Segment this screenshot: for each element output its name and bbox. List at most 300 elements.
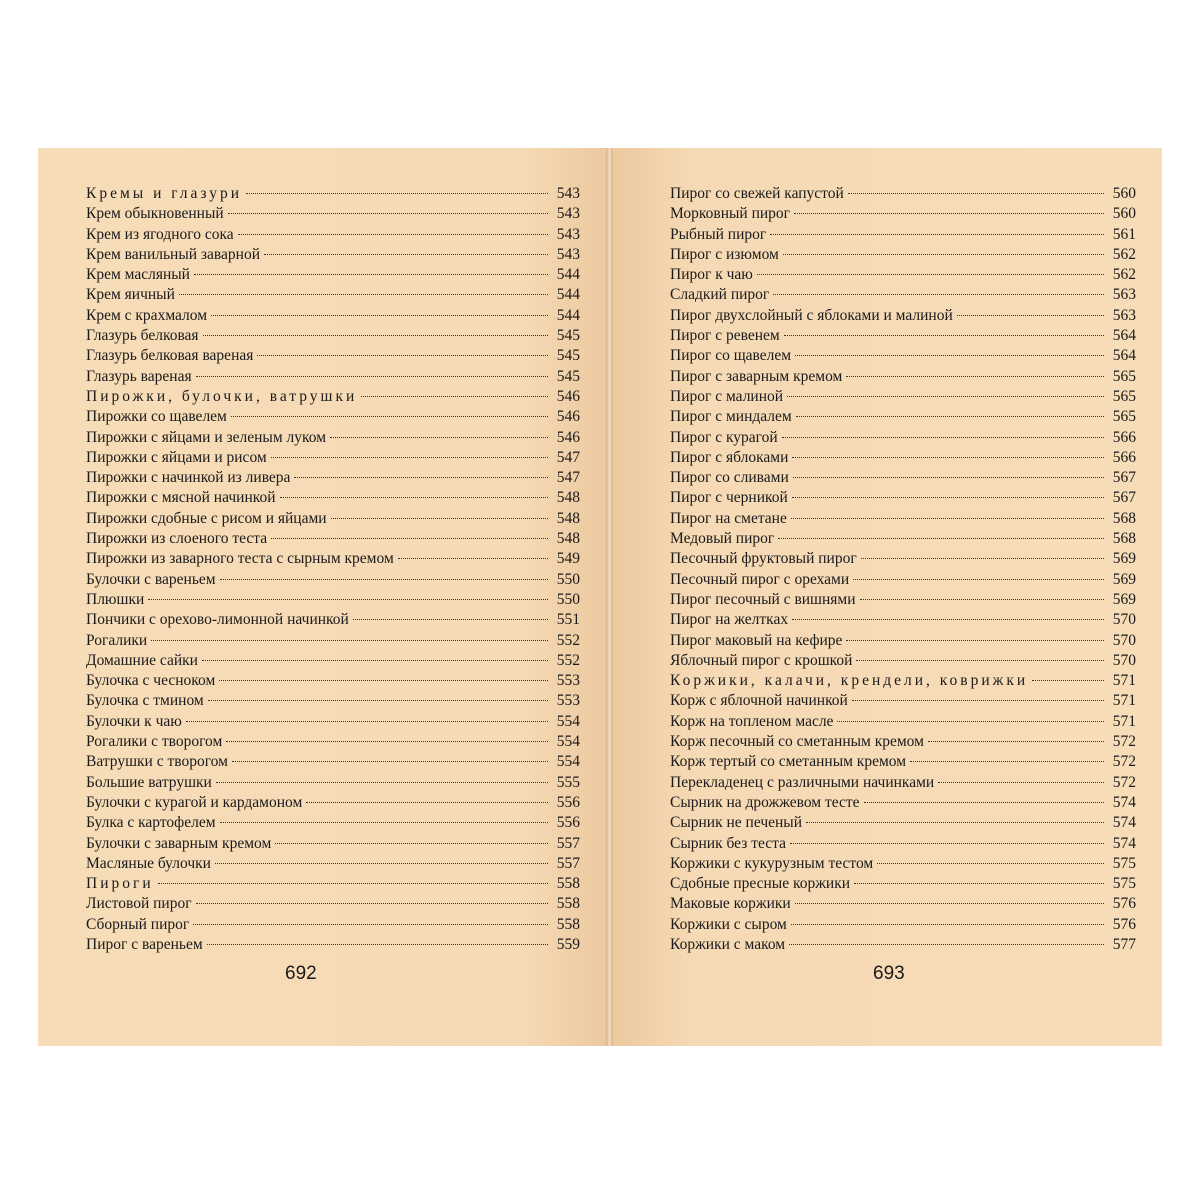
toc-page-number: 566: [1112, 428, 1136, 446]
dot-leader: [837, 721, 1104, 722]
dot-leader: [846, 376, 1104, 377]
toc-entry: [670, 874, 1136, 894]
toc-entry: [86, 631, 580, 651]
page-number-right: 693: [873, 963, 905, 984]
toc-page-number: 544: [556, 266, 580, 284]
toc-entry-title: Пирог с вареньем: [86, 935, 203, 953]
toc-entry: [670, 732, 1136, 752]
dot-leader: [228, 213, 548, 214]
dot-leader: [928, 741, 1104, 742]
toc-entry-title: Сырник без теста: [670, 834, 787, 852]
toc-entry-title: Пирожки с мясной начинкой: [86, 489, 276, 507]
toc-entry: [670, 306, 1136, 326]
toc-page-number: 543: [556, 245, 580, 263]
toc-page-number: 567: [1112, 469, 1136, 487]
toc-entry: [86, 428, 580, 448]
toc-entry: [86, 570, 580, 590]
dot-leader: [208, 700, 548, 701]
dot-leader: [790, 843, 1104, 844]
toc-page-number: 562: [1112, 245, 1136, 263]
toc-entry: [86, 326, 580, 346]
toc-entry-title: Булочки с вареньем: [86, 570, 216, 588]
dot-leader: [795, 355, 1104, 356]
toc-entry: [670, 915, 1136, 935]
dot-leader: [361, 396, 548, 397]
toc-page-number: 567: [1112, 489, 1136, 507]
toc-page-number: 561: [1112, 225, 1136, 243]
toc-page-number: 553: [556, 672, 580, 690]
dot-leader: [148, 599, 548, 600]
toc-entry-title: Пирог двухслойный с яблоками и малиной: [670, 306, 953, 324]
dot-leader: [860, 599, 1104, 600]
toc-page-number: 559: [556, 935, 580, 953]
toc-entry: [670, 854, 1136, 874]
toc-entry: [86, 691, 580, 711]
toc-page-number: 562: [1112, 266, 1136, 284]
toc-entry-title: Рогалики с творогом: [86, 733, 223, 751]
toc-entry: [670, 387, 1136, 407]
toc-page-number: 570: [1112, 651, 1136, 669]
toc-page-number: 569: [1112, 550, 1136, 568]
dot-leader: [179, 294, 548, 295]
toc-page-number: 545: [556, 327, 580, 345]
toc-page-number: 565: [1112, 408, 1136, 426]
toc-entry: [86, 225, 580, 245]
toc-entry-title: Коржики с маком: [670, 935, 786, 953]
toc-page-number: 568: [1112, 530, 1136, 548]
dot-leader: [271, 457, 548, 458]
toc-entry-title: Домашние сайки: [86, 651, 198, 669]
toc-entry: [86, 712, 580, 732]
toc-page-number: 558: [556, 895, 580, 913]
dot-leader: [220, 579, 548, 580]
toc-page-number: 548: [556, 489, 580, 507]
toc-entry: [670, 773, 1136, 793]
table-of-contents-left: [86, 184, 580, 955]
toc-page-number: 570: [1112, 631, 1136, 649]
toc-page-number: 574: [1112, 834, 1136, 852]
dot-leader: [211, 315, 548, 316]
dot-leader: [852, 700, 1104, 701]
toc-page-number: 558: [556, 875, 580, 893]
toc-page-number: 553: [556, 692, 580, 710]
toc-page-number: 566: [1112, 448, 1136, 466]
toc-entry: [86, 204, 580, 224]
toc-entry: [86, 285, 580, 305]
dot-leader: [202, 660, 548, 661]
toc-entry-title: Плюшки: [86, 590, 145, 608]
toc-section-title: Коржики, калачи, крендели, коврижки: [670, 672, 1029, 690]
dot-leader: [791, 924, 1104, 925]
toc-page-number: 560: [1112, 185, 1136, 202]
dot-leader: [791, 518, 1104, 519]
dot-leader: [856, 660, 1104, 661]
toc-page-number: 564: [1112, 327, 1136, 345]
toc-page-number: 571: [1112, 712, 1136, 730]
toc-page-number: 574: [1112, 814, 1136, 832]
toc-section-title: Пироги: [86, 875, 154, 893]
toc-entry-title: Булочка с чесноком: [86, 672, 216, 690]
toc-page-number: 577: [1112, 935, 1136, 953]
toc-page-number: 557: [556, 854, 580, 872]
dot-leader: [853, 579, 1104, 580]
toc-entry-title: Глазурь белковая: [86, 327, 199, 345]
toc-page-number: 547: [556, 469, 580, 487]
toc-page-number: 563: [1112, 306, 1136, 324]
toc-entry: [86, 346, 580, 366]
toc-entry-title: Корж на топленом масле: [670, 712, 834, 730]
toc-entry-title: Пирог со щавелем: [670, 347, 792, 365]
dot-leader: [861, 558, 1104, 559]
toc-page-number: 543: [556, 205, 580, 223]
left-page: [38, 148, 606, 1046]
dot-leader: [795, 903, 1104, 904]
toc-page-number: 569: [1112, 590, 1136, 608]
book-spread: [38, 148, 1162, 1046]
toc-entry: [670, 509, 1136, 529]
toc-entry-title: Корж песочный со сметанным кремом: [670, 733, 924, 751]
toc-entry-title: Коржики с кукурузным тестом: [670, 854, 874, 872]
dot-leader: [787, 396, 1104, 397]
toc-entry: [86, 529, 580, 549]
toc-entry: [670, 529, 1136, 549]
toc-page-number: 565: [1112, 387, 1136, 405]
toc-page-number: 547: [556, 448, 580, 466]
toc-page-number: 575: [1112, 854, 1136, 872]
toc-entry: [86, 935, 580, 955]
toc-entry-title: Пирог к чаю: [670, 266, 753, 284]
toc-entry-title: Глазурь вареная: [86, 367, 192, 385]
toc-entry-title: Пирожки из слоеного теста: [86, 530, 268, 548]
toc-entry: [670, 813, 1136, 833]
page-number-left: 692: [285, 963, 317, 984]
toc-entry-title: Булочки с заварным кремом: [86, 834, 272, 852]
toc-entry-title: Сдобные пресные коржики: [670, 875, 851, 893]
book-gutter: [606, 148, 613, 1046]
dot-leader: [846, 640, 1104, 641]
toc-page-number: 554: [556, 733, 580, 751]
toc-entry-title: Пирожки с начинкой из ливера: [86, 469, 291, 487]
dot-leader: [246, 193, 548, 194]
dot-leader: [806, 822, 1104, 823]
toc-entry-title: Пирог с заварным кремом: [670, 367, 843, 385]
toc-entry-title: Крем масляный: [86, 266, 190, 284]
right-page: [613, 148, 1162, 1046]
toc-entry: [670, 834, 1136, 854]
dot-leader: [196, 376, 548, 377]
toc-entry-title: Рогалики: [86, 631, 148, 649]
toc-entry-title: Пирог на сметане: [670, 509, 787, 527]
toc-page-number: 572: [1112, 773, 1136, 791]
toc-entry-title: Песочный пирог с орехами: [670, 570, 850, 588]
toc-entry: [670, 894, 1136, 914]
toc-entry-title: Пирог с яблоками: [670, 448, 789, 466]
toc-entry: [86, 407, 580, 427]
toc-entry: [670, 346, 1136, 366]
toc-entry-title: Крем ванильный заварной: [86, 245, 261, 263]
toc-entry-title: Пончики с орехово-лимонной начинкой: [86, 611, 349, 629]
toc-entry: [670, 671, 1136, 691]
toc-page-number: 572: [1112, 753, 1136, 771]
toc-entry: [86, 894, 580, 914]
toc-page-number: 572: [1112, 733, 1136, 751]
dot-leader: [151, 640, 548, 641]
toc-entry: [670, 448, 1136, 468]
dot-leader: [773, 294, 1104, 295]
dot-leader: [784, 335, 1104, 336]
dot-leader: [203, 335, 548, 336]
toc-entry: [86, 468, 580, 488]
toc-section-title: Пирожки, булочки, ватрушки: [86, 387, 358, 405]
toc-entry: [86, 671, 580, 691]
toc-entry-title: Пирог песочный с вишнями: [670, 590, 856, 608]
dot-leader: [957, 315, 1104, 316]
dot-leader: [796, 416, 1104, 417]
toc-entry-title: Пирожки со щавелем: [86, 408, 227, 426]
dot-leader: [789, 944, 1104, 945]
toc-page-number: 543: [556, 225, 580, 243]
toc-entry-title: Пирог со свежей капустой: [670, 185, 844, 202]
toc-entry: [86, 265, 580, 285]
toc-entry: [670, 752, 1136, 772]
toc-page-number: 546: [556, 408, 580, 426]
toc-page-number: 568: [1112, 509, 1136, 527]
toc-page-number: 551: [556, 611, 580, 629]
toc-page-number: 543: [556, 185, 580, 202]
toc-entry-title: Пирог с малиной: [670, 387, 784, 405]
toc-entry: [86, 732, 580, 752]
dot-leader: [226, 741, 548, 742]
toc-entry: [86, 915, 580, 935]
toc-entry: [86, 874, 580, 894]
dot-leader: [778, 538, 1104, 539]
toc-page-number: 560: [1112, 205, 1136, 223]
dot-leader: [792, 497, 1104, 498]
dot-leader: [330, 437, 548, 438]
dot-leader: [938, 782, 1104, 783]
toc-entry: [86, 509, 580, 529]
toc-entry: [86, 793, 580, 813]
toc-page-number: 550: [556, 590, 580, 608]
dot-leader: [1032, 680, 1104, 681]
toc-page-number: 544: [556, 306, 580, 324]
toc-entry-title: Сладкий пирог: [670, 286, 770, 304]
toc-entry: [670, 407, 1136, 427]
toc-entry: [670, 488, 1136, 508]
toc-entry: [670, 326, 1136, 346]
toc-page-number: 546: [556, 428, 580, 446]
toc-page-number: 544: [556, 286, 580, 304]
toc-entry: [670, 631, 1136, 651]
toc-entry-title: Яблочный пирог с крошкой: [670, 651, 853, 669]
toc-entry-title: Перекладенец с различными начинками: [670, 773, 935, 791]
toc-entry-title: Большие ватрушки: [86, 773, 212, 791]
dot-leader: [257, 355, 548, 356]
dot-leader: [792, 457, 1104, 458]
toc-entry-title: Песочный фруктовый пирог: [670, 550, 857, 568]
toc-entry: [670, 245, 1136, 265]
toc-entry: [86, 590, 580, 610]
toc-entry-title: Пирог с курагой: [670, 428, 778, 446]
toc-entry-title: Медовый пирог: [670, 530, 775, 548]
dot-leader: [238, 234, 548, 235]
dot-leader: [782, 437, 1104, 438]
toc-entry-title: Глазурь белковая вареная: [86, 347, 254, 365]
dot-leader: [910, 761, 1104, 762]
toc-page-number: 570: [1112, 611, 1136, 629]
toc-entry-title: Пирог со сливами: [670, 469, 789, 487]
toc-page-number: 552: [556, 631, 580, 649]
dot-leader: [877, 863, 1104, 864]
toc-page-number: 571: [1112, 672, 1136, 690]
dot-leader: [219, 680, 548, 681]
dot-leader: [186, 721, 548, 722]
toc-entry: [86, 448, 580, 468]
toc-page-number: 575: [1112, 875, 1136, 893]
toc-entry: [670, 935, 1136, 955]
toc-entry: [670, 712, 1136, 732]
toc-page-number: 576: [1112, 895, 1136, 913]
toc-entry-title: Пирог с миндалем: [670, 408, 792, 426]
dot-leader: [793, 477, 1104, 478]
dot-leader: [207, 944, 548, 945]
toc-entry: [670, 285, 1136, 305]
toc-entry-title: Рыбный пирог: [670, 225, 767, 243]
toc-page-number: 564: [1112, 347, 1136, 365]
toc-entry-title: Крем из ягодного сока: [86, 225, 234, 243]
toc-entry: [670, 428, 1136, 448]
toc-entry-title: Сырник на дрожжевом тесте: [670, 793, 860, 811]
toc-entry: [670, 204, 1136, 224]
toc-entry: [670, 691, 1136, 711]
toc-entry: [86, 834, 580, 854]
toc-entry: [670, 651, 1136, 671]
toc-entry: [86, 813, 580, 833]
dot-leader: [193, 924, 548, 925]
toc-entry-title: Пирог маковый на кефире: [670, 631, 843, 649]
dot-leader: [792, 619, 1104, 620]
toc-entry-title: Корж с яблочной начинкой: [670, 692, 848, 710]
toc-page-number: 554: [556, 712, 580, 730]
toc-entry: [86, 367, 580, 387]
dot-leader: [854, 883, 1104, 884]
toc-entry: [670, 590, 1136, 610]
toc-page-number: 545: [556, 347, 580, 365]
toc-entry-title: Маковые коржики: [670, 895, 791, 913]
toc-entry: [86, 245, 580, 265]
toc-page-number: 565: [1112, 367, 1136, 385]
dot-leader: [770, 234, 1104, 235]
toc-page-number: 549: [556, 550, 580, 568]
dot-leader: [294, 477, 548, 478]
toc-page-number: 558: [556, 915, 580, 933]
toc-entry: [670, 610, 1136, 630]
dot-leader: [280, 497, 548, 498]
toc-entry: [670, 549, 1136, 569]
toc-entry: [670, 225, 1136, 245]
dot-leader: [216, 782, 548, 783]
toc-entry-title: Булочки к чаю: [86, 712, 182, 730]
toc-page-number: 563: [1112, 286, 1136, 304]
toc-entry-title: Листовой пирог: [86, 895, 192, 913]
dot-leader: [848, 193, 1104, 194]
toc-entry: [86, 854, 580, 874]
toc-entry-title: Булочка с тмином: [86, 692, 204, 710]
toc-entry-title: Коржики с сыром: [670, 915, 787, 933]
toc-entry: [670, 570, 1136, 590]
toc-section-title: Кремы и глазури: [86, 185, 243, 202]
toc-entry: [86, 773, 580, 793]
toc-page-number: 571: [1112, 692, 1136, 710]
toc-entry: [670, 367, 1136, 387]
toc-page-number: 574: [1112, 793, 1136, 811]
dot-leader: [275, 843, 548, 844]
toc-entry-title: Пирог с ревенем: [670, 327, 780, 345]
toc-page-number: 545: [556, 367, 580, 385]
toc-page-number: 546: [556, 387, 580, 405]
dot-leader: [158, 883, 548, 884]
toc-entry-title: Масляные булочки: [86, 854, 211, 872]
toc-page-number: 556: [556, 793, 580, 811]
toc-page-number: 569: [1112, 570, 1136, 588]
toc-page-number: 556: [556, 814, 580, 832]
toc-entry-title: Морковный пирог: [670, 205, 791, 223]
toc-entry: [86, 549, 580, 569]
dot-leader: [196, 903, 548, 904]
toc-entry-title: Крем яичный: [86, 286, 175, 304]
dot-leader: [220, 822, 548, 823]
toc-entry: [86, 651, 580, 671]
toc-entry-title: Крем обыкновенный: [86, 205, 224, 223]
toc-entry-title: Пирог с черникой: [670, 489, 788, 507]
dot-leader: [794, 213, 1104, 214]
dot-leader: [264, 254, 548, 255]
toc-entry-title: Корж тертый со сметанным кремом: [670, 753, 907, 771]
toc-page-number: 548: [556, 530, 580, 548]
toc-entry-title: Пирожки с яйцами и зеленым луком: [86, 428, 327, 446]
dot-leader: [231, 416, 548, 417]
dot-leader: [353, 619, 548, 620]
toc-entry-title: Булочки с курагой и кардамоном: [86, 793, 303, 811]
toc-entry: [86, 306, 580, 326]
toc-entry: [86, 610, 580, 630]
dot-leader: [306, 802, 548, 803]
toc-entry: [86, 184, 580, 204]
dot-leader: [757, 274, 1104, 275]
toc-entry-title: Сборный пирог: [86, 915, 190, 933]
toc-entry-title: Пирожки сдобные с рисом и яйцами: [86, 509, 327, 527]
toc-page-number: 576: [1112, 915, 1136, 933]
toc-entry-title: Булка с картофелем: [86, 814, 216, 832]
toc-entry: [670, 793, 1136, 813]
dot-leader: [331, 518, 548, 519]
table-of-contents-right: [670, 184, 1136, 955]
toc-entry: [86, 387, 580, 407]
dot-leader: [271, 538, 548, 539]
toc-entry-title: Пирожки из заварного теста с сырным кремом: [86, 550, 394, 568]
dot-leader: [215, 863, 548, 864]
dot-leader: [232, 761, 548, 762]
toc-page-number: 557: [556, 834, 580, 852]
toc-entry-title: Пирог с изюмом: [670, 245, 779, 263]
toc-page-number: 550: [556, 570, 580, 588]
toc-page-number: 555: [556, 773, 580, 791]
dot-leader: [194, 274, 548, 275]
dot-leader: [783, 254, 1104, 255]
toc-entry: [670, 468, 1136, 488]
dot-leader: [398, 558, 548, 559]
toc-entry-title: Сырник не печеный: [670, 814, 803, 832]
